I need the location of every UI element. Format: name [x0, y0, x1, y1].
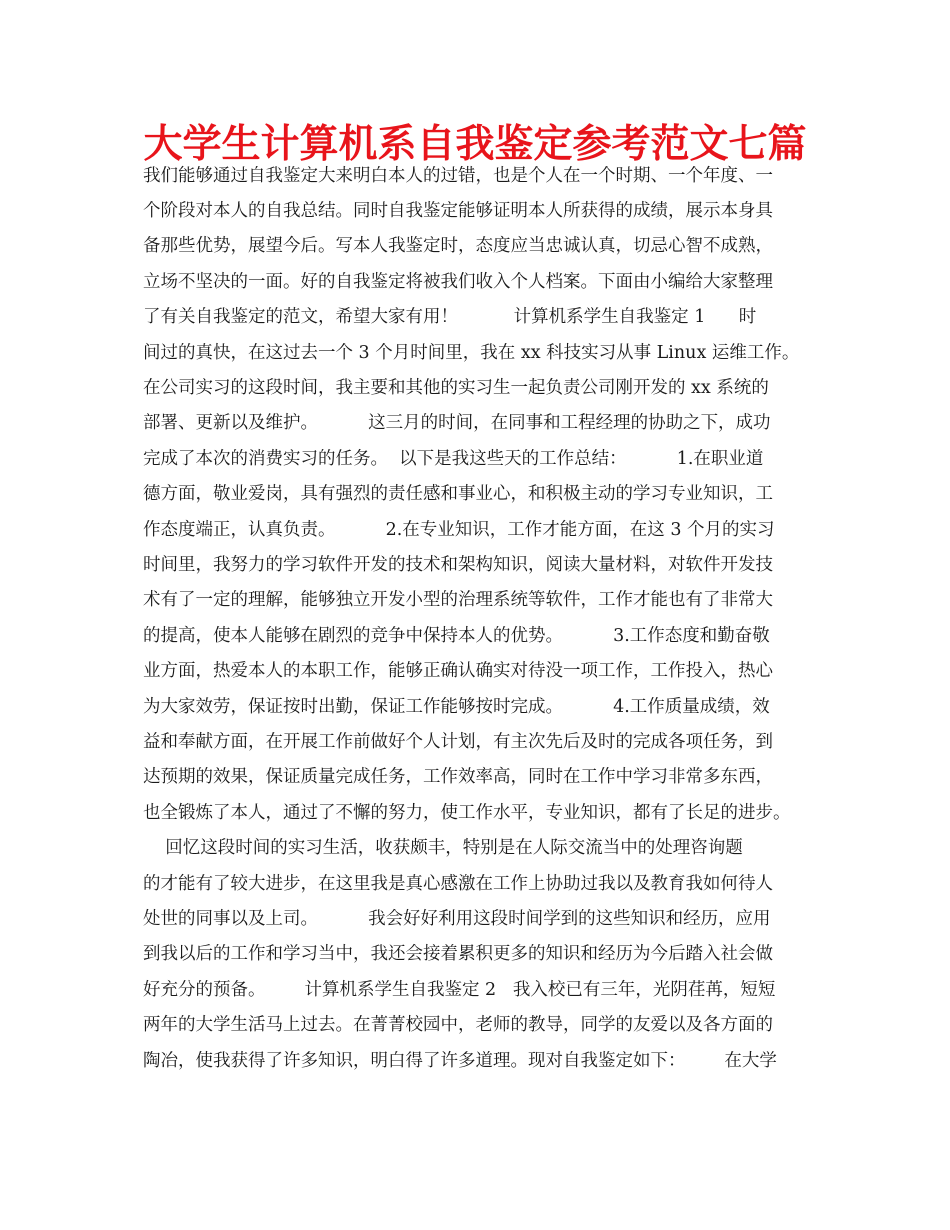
- body-line-22: 处世的同事以及上司。 我会好好利用这段时间学到的这些知识和经历，应用: [143, 909, 771, 929]
- body-line-1: 我们能够通过自我鉴定大来明白本人的过错，也是个人在一个时期、一个年度、一: [143, 166, 773, 186]
- body-line-13: 术有了一定的理解，能够独立开发小型的治理系统等软件，工作才能也有了非常大: [143, 590, 773, 610]
- body-line-11: 作态度端正，认真负责。 2.在专业知识，工作才能方面，在这 3 个月的实习: [143, 520, 775, 540]
- body-line-17: 益和奉献方面，在开展工作前做好个人计划，有主次先后及时的完成各项任务，到: [143, 732, 773, 752]
- body-line-10: 德方面，敬业爱岗，具有强烈的责任感和事业心，和积极主动的学习专业知识，工: [143, 484, 773, 504]
- body-line-19: 也全锻炼了本人，通过了不懈的努力，使工作水平，专业知识，都有了长足的进步。: [143, 803, 791, 823]
- body-line-24: 好充分的预备。 计算机系学生自我鉴定 2 我入校已有三年，光阴荏苒，短短: [143, 980, 776, 1000]
- body-line-23: 到我以后的工作和学习当中，我还会接着累积更多的知识和经历为今后踏入社会做: [143, 944, 773, 964]
- body-line-4: 立场不坚决的一面。好的自我鉴定将被我们收入个人档案。下面由小编给大家整理: [143, 272, 773, 292]
- body-line-12: 时间里，我努力的学习软件开发的技术和架构知识，阅读大量材料，对软件开发技: [143, 555, 773, 575]
- body-line-14: 的提高，使本人能够在剧烈的竞争中保持本人的优势。 3.工作态度和勤奋敬: [143, 626, 770, 646]
- body-line-21: 的才能有了较大进步，在这里我是真心感激在工作上协助过我以及教育我如何待人: [143, 874, 773, 894]
- body-line-9: 完成了本次的消费实习的任务。 以下是我这些天的工作总结： 1.在职业道: [143, 449, 764, 469]
- document-title: 大学生计算机系自我鉴定参考范文七篇: [143, 122, 807, 167]
- body-line-26: 陶冶，使我获得了许多知识，明白得了许多道理。现对自我鉴定如下： 在大学: [143, 1051, 777, 1071]
- body-line-2: 个阶段对本人的自我总结。同时自我鉴定能够证明本人所获得的成绩，展示本身具: [143, 201, 773, 221]
- body-line-3: 备那些优势，展望今后。写本人我鉴定时，态度应当忠诚认真，切忌心智不成熟，: [143, 236, 773, 256]
- body-line-8: 部署、更新以及维护。 这三月的时间，在同事和工程经理的协助之下，成功: [143, 413, 771, 433]
- body-line-25: 两年的大学生活马上过去。在菁菁校园中，老师的教导，同学的友爱以及各方面的: [143, 1015, 773, 1035]
- body-line-7: 在公司实习的这段时间，我主要和其他的实习生一起负责公司刚开发的 xx 系统的: [143, 378, 769, 398]
- body-line-6: 间过的真快，在这过去一个 3 个月时间里，我在 xx 科技实习从事 Linux 运维工作。: [143, 343, 800, 363]
- body-line-15: 业方面，热爱本人的本职工作，能够正确认确实对待没一项工作，工作投入，热心: [143, 661, 773, 681]
- body-line-5: 了有关自我鉴定的范文，希望大家有用！ 计算机系学生自我鉴定 1 时: [143, 307, 757, 327]
- body-line-16: 为大家效劳，保证按时出勤，保证工作能够按时完成。 4.工作质量成绩，效: [143, 697, 770, 717]
- body-line-20: 回忆这段时间的实习生活，收获颇丰，特别是在人际交流当中的处理咨询题: [143, 838, 743, 858]
- body-line-18: 达预期的效果，保证质量完成任务，工作效率高，同时在工作中学习非常多东西，: [143, 767, 773, 787]
